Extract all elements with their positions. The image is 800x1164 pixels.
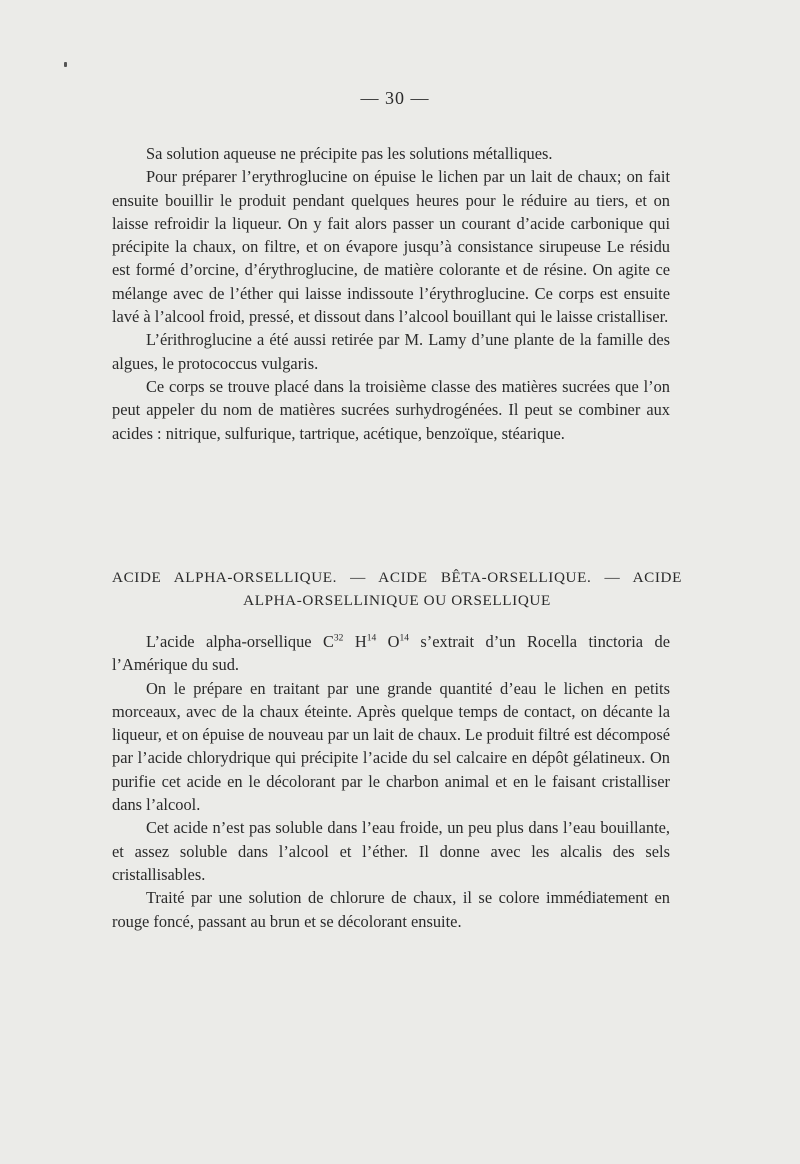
formula-paragraph	[112, 630, 670, 677]
paragraph: Sa solution aqueuse ne précipite pas les solutions métalliques.	[146, 144, 553, 163]
heading-line-2: ALPHA-ORSELLINIQUE OU ORSELLIQUE	[243, 592, 551, 609]
paragraph: On le prépare en traitant par une grande quantité d’eau le lichen en petits morceaux, avec de la chaux éteinte. Après quelque temps de contact, on décante la liqueur, et on épuise de nouveau par un lait de chaux. Le produit filtré est décomposé par l’acide chlorydrique qui précipite l’acide du sel calcaire en dépôt gélatineux. On purifie cet acide en le décolorant par le charbon animal et en le faisant cristalliser dans l’alcool.	[112, 678, 670, 815]
formula-rest: s’extrait d’un Rocella tinctoria de l’Amérique du sud.	[112, 632, 670, 675]
formula-o-index: 14	[399, 633, 409, 644]
paragraph: Pour préparer l’erythroglucine on épuise le lichen par un lait de chaux; on fait ensuite bouillir le produit pendant quelques heures pour le réduire au tiers, et on laisse refroidir la liqueur. On y fait alors passer un courant d’acide carbonique qui précipite la chaux, on filtre, et on évapore jusqu’à consistance sirupeuse Le résidu est formé d’orcine, d’érythroglucine, de matière colorante et de résine. On agite ce mélange avec de l’éther qui laisse indissoute l’érythroglucine. Ce corps est ensuite lavé à l’alcool froid, pressé, et dissout dans l’alcool bouillant qui le laisse cristalliser.	[112, 167, 670, 327]
formula-c: C	[322, 632, 334, 651]
section-heading	[112, 566, 682, 612]
formula-intro: L’acide alpha-orsellique	[146, 632, 323, 651]
paragraph: Ce corps se trouve placé dans la troisième classe des matières sucrées que l’on peut appeler du nom de matières sucrées surhydrogénées. Il peut se combiner aux acides : nitrique, sulfurique, tartrique, acétique, benzoïque, stéarique.	[112, 376, 670, 443]
ink-speck	[64, 62, 67, 67]
formula-h: H	[343, 632, 367, 651]
formula-c-index: 32	[333, 633, 344, 644]
heading-line-1: ACIDE ALPHA-ORSELLIQUE. — ACIDE BÊTA-ORSELLIQUE. — ACIDE	[112, 569, 682, 586]
formula-o: O	[376, 632, 400, 651]
formula-h-index: 14	[366, 633, 377, 644]
paragraph: Cet acide n’est pas soluble dans l’eau froide, un peu plus dans l’eau bouillante, et assez soluble dans l’alcool et l’éther. Il donne avec les alcalis des sels cristallisables.	[112, 818, 670, 884]
section-erythroglucine	[112, 142, 670, 445]
page-number: — 30 —	[360, 88, 430, 108]
section-acide-orsellique	[112, 630, 670, 933]
paragraph: L’érithroglucine a été aussi retirée par M. Lamy d’une plante de la famille des algues, le protococcus vulgaris.	[112, 330, 670, 373]
paragraph: Traité par une solution de chlorure de chaux, il se colore immédiatement en rouge foncé, passant au brun et se décolorant ensuite.	[112, 888, 670, 931]
